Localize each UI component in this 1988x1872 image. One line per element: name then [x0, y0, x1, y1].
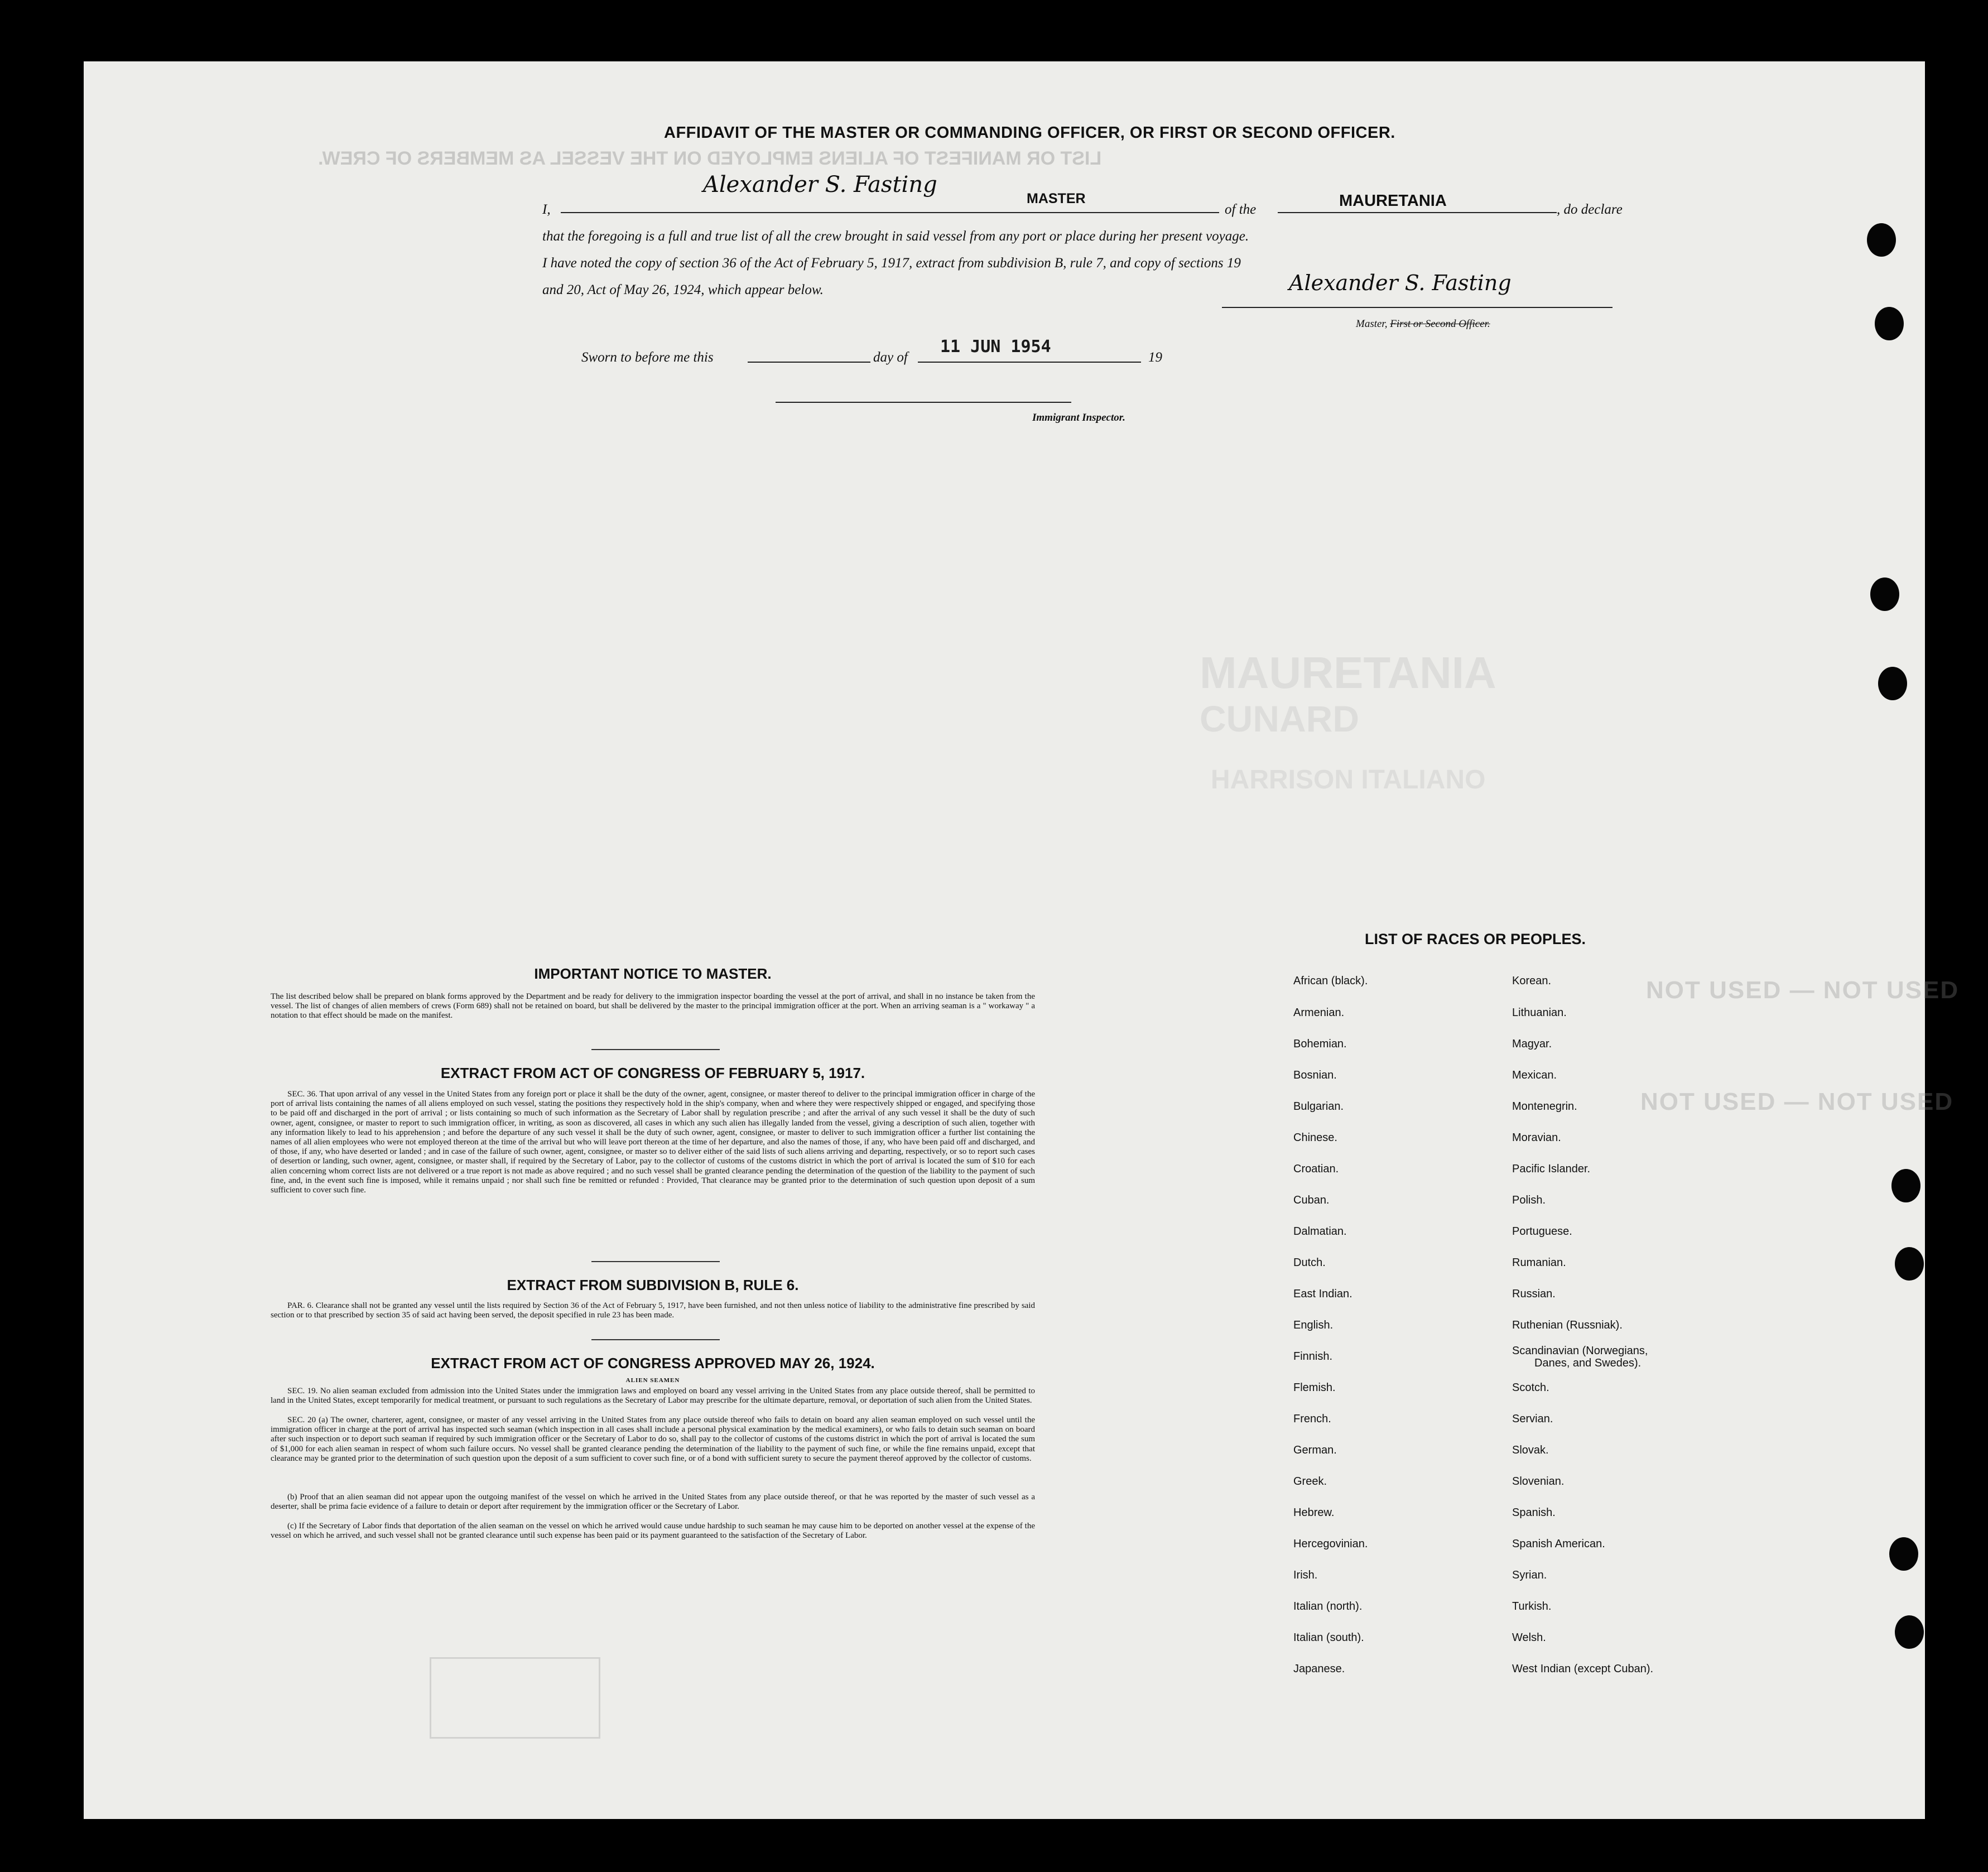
extract-1924-title: EXTRACT FROM ACT OF CONGRESS APPROVED MAY 26, 1924. [431, 1355, 875, 1371]
extract-rule6-title: EXTRACT FROM SUBDIVISION B, RULE 6. [507, 1277, 799, 1293]
races-title: LIST OF RACES OR PEOPLES. [1365, 931, 1586, 947]
ship-name-line [1278, 212, 1557, 213]
signature-caption-struck: First or Second Officer. [1390, 318, 1490, 330]
year-prefix: 19 [1148, 350, 1162, 365]
punch-hole [1895, 1247, 1924, 1281]
race-item: Slovenian. [1512, 1475, 1565, 1488]
race-item: Cuban. [1293, 1194, 1330, 1206]
race-item: Pacific Islander. [1512, 1163, 1591, 1175]
race-item: Japanese. [1293, 1663, 1345, 1675]
affidavit-body-line-3: and 20, Act of May 26, 1924, which appear below. [542, 282, 824, 297]
race-item: Korean. [1512, 975, 1552, 987]
race-item: West Indian (except Cuban). [1512, 1663, 1654, 1675]
race-item: Greek. [1293, 1475, 1327, 1488]
faint-stamp-box [430, 1657, 600, 1739]
race-item: Hercegovinian. [1293, 1538, 1368, 1550]
race-item: Welsh. [1512, 1632, 1546, 1644]
punch-hole [1878, 667, 1907, 700]
sworn-label: Sworn to before me this [581, 350, 714, 365]
race-item: Servian. [1512, 1413, 1553, 1425]
extract-1924-sec20b: (b) Proof that an alien seaman did not appear upon the outgoing manifest of the vessel on which he arrived in the United States from any place outside thereof, or that he was reported by the master of such vessel as a deserter, shall be prima facie evidence of a failure to detain or deport after requirement by the immigration officer or the Secretary of Labor. [271, 1493, 1035, 1512]
affidavit-body-line-2: I have noted the copy of section 36 of the Act of February 5, 1917, extract from subdivision B, rule 7, and copy of sections 19 [542, 256, 1241, 271]
race-item: Armenian. [1293, 1007, 1345, 1019]
race-item: Bosnian. [1293, 1069, 1337, 1081]
race-item: East Indian. [1293, 1288, 1352, 1300]
rank-field: MASTER [1027, 191, 1086, 206]
signature-caption-master: Master, [1356, 318, 1390, 330]
bleed-through-mark-3: HARRISON ITALIANO [1211, 765, 1486, 795]
race-item: Syrian. [1512, 1569, 1547, 1581]
race-item: Finnish. [1293, 1350, 1333, 1363]
inspector-label: Immigrant Inspector. [1032, 412, 1125, 424]
race-item: French. [1293, 1413, 1331, 1425]
race-item: Dutch. [1293, 1257, 1326, 1269]
punch-hole [1891, 1169, 1920, 1202]
race-item: Moravian. [1512, 1132, 1561, 1144]
extract-1924-subtitle: ALIEN SEAMEN [625, 1377, 680, 1384]
affidavit-i-label: I, [542, 202, 551, 217]
race-item: Spanish. [1512, 1507, 1556, 1519]
of-the-label: of the [1225, 202, 1257, 217]
race-item: Polish. [1512, 1194, 1546, 1206]
punch-hole [1895, 1615, 1924, 1649]
race-item: Magyar. [1512, 1038, 1552, 1050]
date-stamp: 11 JUN 1954 [940, 337, 1051, 357]
signature-line [1222, 307, 1612, 308]
extract-1924-sec20a: SEC. 20 (a) The owner, charterer, agent, consignee, or master of any vessel arriving in the United States from any place outside thereof who fails to detain on board any alien seaman employed on such vessel until the immigration officer in charge at the port of arrival has inspected such seaman (which inspection in all cases shall include a personal physical examination by the medical examiners), or who fails to detain such seaman on board after such inspection or to deport such seaman if required by such immigration officer or the Secretary of Labor to do so, shall pay to the collector of customs of the customs district in which the port of arrival is located the sum of $1,000 for each alien seaman in respect of whom such failure occurs. No vessel shall be granted clearance pending the determination of the liability to the payment of such fine, or while the fine remains unpaid, except that clearance may be granted prior to the determination of such question upon the deposit of a sum sufficient to cover such fine, or of a bond with sufficient surety to secure the payment thereof approved by the collector of customs. [271, 1416, 1035, 1463]
race-item-continuation: Danes, and Swedes). [1534, 1357, 1642, 1369]
extract-1917-title: EXTRACT FROM ACT OF CONGRESS OF FEBRUARY 5, 1917. [440, 1065, 865, 1081]
race-item: Spanish American. [1512, 1538, 1605, 1550]
race-item: Scandinavian (Norwegians, [1512, 1345, 1648, 1357]
affidavit-title: AFFIDAVIT OF THE MASTER OR COMMANDING OFFICER, OR FIRST OR SECOND OFFICER. [664, 124, 1395, 142]
race-item: African (black). [1293, 975, 1368, 987]
race-item: Chinese. [1293, 1132, 1337, 1144]
ship-name-field: MAURETANIA [1339, 192, 1447, 210]
race-item: Rumanian. [1512, 1257, 1566, 1269]
race-item: Flemish. [1293, 1382, 1336, 1394]
extract-1917-text: SEC. 36. That upon arrival of any vessel in the United States from any foreign port or place it shall be the duty of the owner, agent, consignee, or master thereof to deliver to the principal immigration officer in charge of the port of arrival lists containing the names of all aliens employed on such vessel, stating the positions they respectively hold in the ship's company, when and where they were respectively shipped or engaged, and specifying those to be paid off and discharged in the port of arrival ; or lists containing so much of such information as the Secretary of Labor shall by regulation prescribe ; and after the arrival of any such vessel it shall be the duty of such owner, agent, consignee, or master to report to such immigration officer, in writing, as soon as discovered, all cases in which any such alien has illegally landed from the vessel, giving a description of such alien, together with any information likely to lead to his apprehension ; and before the departure of any such vessel it shall be the duty of such owner, agent, consignee, or master to deliver to such immigration officer a further list containing the names of all alien employees who were not employed thereon at the time of the arrival but who will leave port thereon at the time of her departure, and also the names of those, if any, who have been paid off and discharged, and of those, if any, who have deserted or landed ; and in case of the failure of such owner, agent, consignee, or master so to deliver either of the said lists of such aliens arriving and departing, respectively, or so to report such cases of desertion or landing, such owner, agent, consignee, or master shall, if required by the Secretary of Labor, pay to the collector of customs of the customs district in which the port of arrival is located the sum of $10 for each alien concerning whom correct lists are not delivered or a true report is not made as above required ; and no such vessel shall be granted clearance pending the determination of the question of the liability to the payment of such fine, and, in the event such fine is imposed, while it remains unpaid ; nor shall such fine be remitted or refunded : Provided, That clearance may be granted prior to the determination of such question upon deposit of a sum sufficient to cover such fine. [271, 1090, 1035, 1195]
race-item: Lithuanian. [1512, 1007, 1567, 1019]
bleed-through-header: LIST OR MANIFEST OF ALIENS EMPLOYED ON THE VESSEL AS MEMBERS OF CREW. [318, 148, 1102, 169]
inspector-signature-line [776, 402, 1071, 403]
punch-hole [1889, 1537, 1918, 1571]
divider [591, 1339, 720, 1340]
day-of-label: day of [873, 350, 908, 365]
race-item: Portuguese. [1512, 1225, 1572, 1238]
affidavit-body-line-1: that the foregoing is a full and true list of all the crew brought in said vessel from any port or place during her present voyage. [542, 229, 1249, 244]
sworn-month-line [918, 362, 1141, 363]
not-used-stamp-2: NOT USED — NOT USED [1640, 1088, 1954, 1115]
race-item: Irish. [1293, 1569, 1318, 1581]
punch-hole [1867, 223, 1896, 257]
do-declare-label: , do declare [1557, 202, 1623, 217]
signer-name-handwritten: Alexander S. Fasting [703, 172, 937, 198]
divider [591, 1261, 720, 1262]
bleed-through-mark-1: MAURETANIA [1200, 648, 1496, 697]
race-item: Italian (north). [1293, 1600, 1363, 1613]
sworn-day-line [748, 362, 870, 363]
signer-name-line [561, 212, 1219, 213]
race-item: Italian (south). [1293, 1632, 1364, 1644]
race-item: English. [1293, 1319, 1334, 1331]
extract-1924-sec20c: (c) If the Secretary of Labor finds that deportation of the alien seaman on the vessel on which he arrived would cause undue hardship to such seaman he may cause him to be deported on another vessel at the expense of the vessel on which he arrived, and such vessel shall not be granted clearance until such expense has been paid or its payment guaranteed to the satisfaction of the Secretary of Labor. [271, 1522, 1035, 1541]
race-item: Bohemian. [1293, 1038, 1347, 1050]
bleed-through-mark-2: CUNARD [1200, 698, 1359, 739]
not-used-stamp-1: NOT USED — NOT USED [1646, 976, 1960, 1004]
race-item: Hebrew. [1293, 1507, 1335, 1519]
race-item: Russian. [1512, 1288, 1556, 1300]
document-page [84, 61, 1960, 1819]
race-item: Mexican. [1512, 1069, 1557, 1081]
extract-1924-sec19: SEC. 19. No alien seaman excluded from admission into the United States under the immigration laws and employed on board any vessel arriving in the United States from any place outside thereof, shall be permitted to land in the United States, except temporarily for medical treatment, or pursuant to such regulations as the Secretary of Labor may prescribe for the ultimate departure, removal, or deportation of such alien from the United States. [271, 1387, 1035, 1406]
race-item: Bulgarian. [1293, 1100, 1344, 1113]
punch-hole [1875, 307, 1904, 340]
extract-rule6-text: PAR. 6. Clearance shall not be granted any vessel until the lists required by Section 36 of the Act of February 5, 1917, have been furnished, and not then unless notice of liability to the administrative fine prescribed by said section or to that prescribed by section 35 of said act having been served, the deposit specified in rule 23 has been made. [271, 1301, 1035, 1320]
master-signature: Alexander S. Fasting [1289, 271, 1512, 295]
race-item: Slovak. [1512, 1444, 1549, 1456]
punch-hole [1870, 578, 1899, 611]
notice-text: The list described below shall be prepared on blank forms approved by the Department and be ready for delivery to the immigration inspector boarding the vessel at the port of arrival, and shall in no instance be taken from the vessel. The list of changes of alien members of crews (Form 689) shall not be retained on board, but shall be delivered by the master to the principal immigration officer at the port. When an arriving seaman is a " workaway " a notation to that effect should be made on the manifest. [271, 992, 1035, 1021]
race-item: German. [1293, 1444, 1337, 1456]
race-item: Ruthenian (Russniak). [1512, 1319, 1623, 1331]
race-item: Montenegrin. [1512, 1100, 1577, 1113]
notice-title: IMPORTANT NOTICE TO MASTER. [534, 965, 772, 982]
divider [591, 1049, 720, 1050]
race-item: Dalmatian. [1293, 1225, 1347, 1238]
signature-caption [1356, 318, 1490, 330]
race-item: Croatian. [1293, 1163, 1339, 1175]
race-item: Turkish. [1512, 1600, 1552, 1613]
race-item: Scotch. [1512, 1382, 1549, 1394]
